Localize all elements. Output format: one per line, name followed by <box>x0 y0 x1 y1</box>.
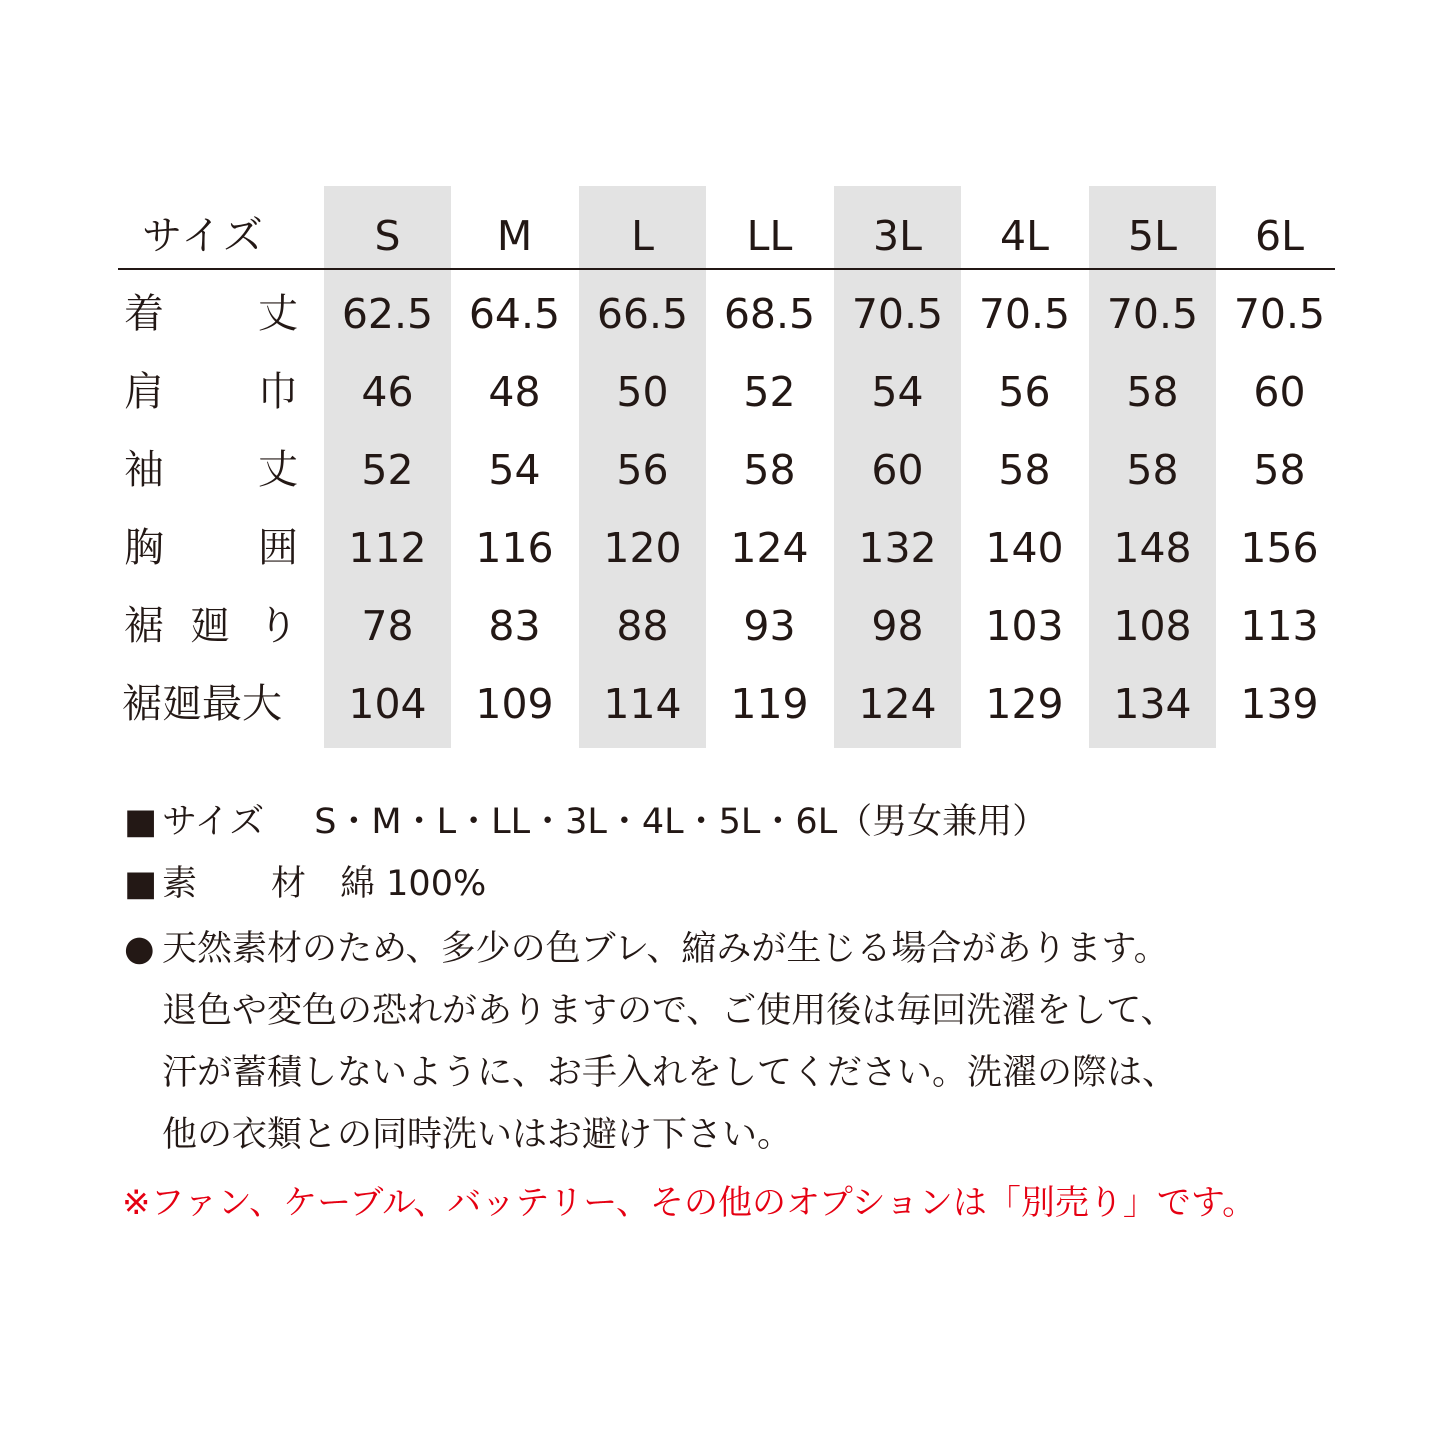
table-cell: 124 <box>858 680 937 728</box>
row-label <box>122 440 300 500</box>
table-cell: 70.5 <box>1106 290 1199 338</box>
size-header-cell: 3L <box>873 212 922 260</box>
size-header-cell: M <box>496 212 533 260</box>
row-label-char: 袖 <box>124 447 164 493</box>
size-header-cell: 4L <box>1000 212 1049 260</box>
row-label <box>122 596 300 656</box>
care-line-2: 退色や変色の恐れがありますので、ご使用後は毎回洗濯をして、 <box>162 991 1176 1031</box>
table-cell: 120 <box>603 524 682 572</box>
row-label-char: 丈 <box>258 447 298 493</box>
material-note-label-a: 素 <box>162 864 198 904</box>
size-note <box>124 797 1047 847</box>
table-cell: 58 <box>1126 368 1179 416</box>
table-cell: 140 <box>985 524 1064 572</box>
table-cell: 148 <box>1113 524 1192 572</box>
circle-marker: ● <box>124 929 155 969</box>
table-cell: 83 <box>488 602 541 650</box>
care-paragraph <box>124 918 1177 1166</box>
row-label-char: 裾廻最大 <box>122 681 282 727</box>
table-cell: 129 <box>985 680 1064 728</box>
row-label <box>122 518 300 578</box>
table-cell: 132 <box>858 524 937 572</box>
material-note <box>124 859 486 909</box>
size-header-cell: L <box>631 212 654 260</box>
table-cell: 50 <box>616 368 669 416</box>
table-cell: 46 <box>361 368 414 416</box>
table-cell: 108 <box>1113 602 1192 650</box>
table-cell: 114 <box>603 680 682 728</box>
table-cell: 124 <box>730 524 809 572</box>
care-line-1: ● 天然素材のため、多少の色ブレ、縮みが生じる場合があります。 <box>124 918 1177 980</box>
table-cell: 54 <box>871 368 924 416</box>
table-cell: 58 <box>1126 446 1179 494</box>
table-cell: 58 <box>998 446 1051 494</box>
table-cell: 93 <box>743 602 796 650</box>
size-header-cell: 5L <box>1128 212 1177 260</box>
table-cell: 62.5 <box>341 290 434 338</box>
square-marker: ■ <box>124 864 158 904</box>
material-note-label-b: 材 <box>271 864 307 904</box>
table-cell: 156 <box>1240 524 1319 572</box>
table-cell: 52 <box>743 368 796 416</box>
table-cell: 68.5 <box>723 290 816 338</box>
table-cell: 66.5 <box>596 290 689 338</box>
table-cell: 103 <box>985 602 1064 650</box>
table-cell: 113 <box>1240 602 1319 650</box>
row-label-char: 囲 <box>258 525 298 571</box>
table-cell: 112 <box>348 524 427 572</box>
row-label <box>122 362 300 422</box>
size-note-label: サイズ <box>162 802 265 842</box>
table-cell: 134 <box>1113 680 1192 728</box>
table-cell: 56 <box>998 368 1051 416</box>
table-cell: 54 <box>488 446 541 494</box>
table-cell: 52 <box>361 446 414 494</box>
table-cell: 70.5 <box>978 290 1071 338</box>
material-note-value: 綿 100% <box>340 864 487 904</box>
row-label-char: 廻 <box>190 603 230 649</box>
sold-separately-notice: ※ファン、ケーブル、バッテリー、その他のオプションは「別売り」です。 <box>122 1183 1257 1223</box>
table-cell: 88 <box>616 602 669 650</box>
row-label-char: 肩 <box>124 369 164 415</box>
table-cell: 58 <box>1253 446 1306 494</box>
row-label-char: 巾 <box>258 369 298 415</box>
size-header-cell: LL <box>746 212 793 260</box>
size-header-cell: 6L <box>1255 212 1304 260</box>
row-label <box>122 284 300 344</box>
care-line-3: 汗が蓄積しないように、お手入れをしてください。洗濯の際は、 <box>162 1053 1178 1093</box>
row-label-char: 裾 <box>124 603 164 649</box>
row-label-char: り <box>258 603 298 649</box>
table-cell: 139 <box>1240 680 1319 728</box>
square-marker: ■ <box>124 802 158 842</box>
table-cell: 56 <box>616 446 669 494</box>
table-cell: 60 <box>871 446 924 494</box>
care-line-4: 他の衣類との同時洗いはお避け下さい。 <box>162 1115 793 1155</box>
size-header-label: サイズ <box>142 213 265 259</box>
header-divider <box>118 268 1335 270</box>
row-label <box>122 674 300 734</box>
table-cell: 48 <box>488 368 541 416</box>
table-cell: 64.5 <box>468 290 561 338</box>
table-cell: 60 <box>1253 368 1306 416</box>
table-cell: 70.5 <box>1233 290 1326 338</box>
table-cell: 78 <box>361 602 414 650</box>
table-cell: 119 <box>730 680 809 728</box>
size-note-value: S・M・L・LL・3L・4L・5L・6L（男女兼用） <box>314 802 1048 842</box>
table-cell: 104 <box>348 680 427 728</box>
table-cell: 98 <box>871 602 924 650</box>
row-label-char: 着 <box>124 291 164 337</box>
row-label-char: 丈 <box>258 291 298 337</box>
table-cell: 70.5 <box>851 290 944 338</box>
table-cell: 116 <box>475 524 554 572</box>
size-header-cell: S <box>374 212 401 260</box>
table-cell: 109 <box>475 680 554 728</box>
table-cell: 58 <box>743 446 796 494</box>
row-label-char: 胸 <box>124 525 164 571</box>
